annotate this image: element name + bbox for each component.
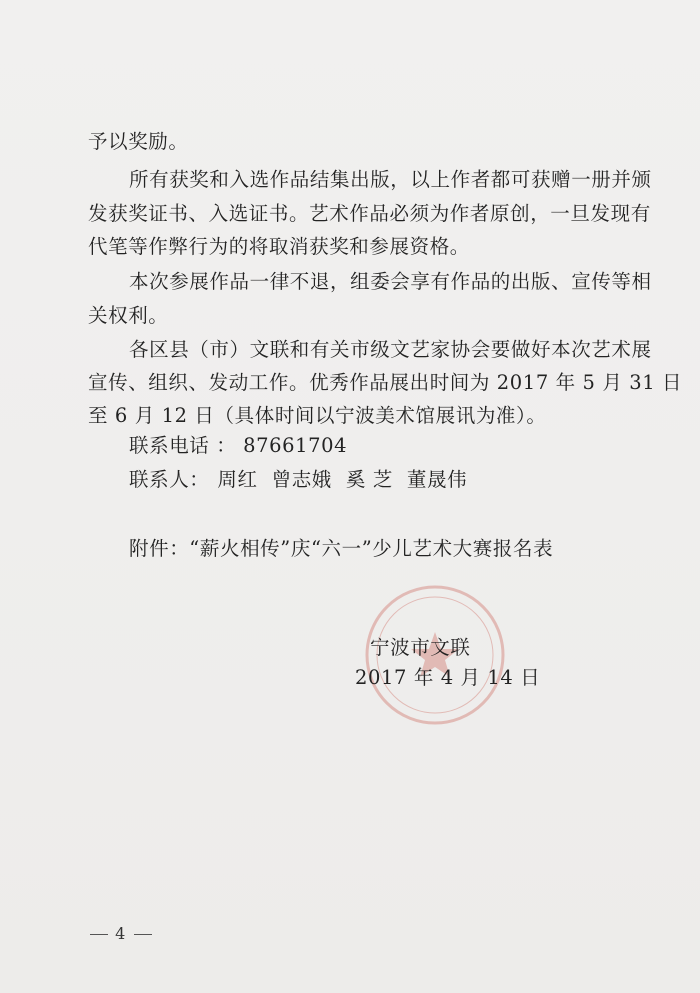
contact-name: 周红 [217, 468, 258, 491]
paragraph-line: 本次参展作品一律不退，组委会享有作品的出版、宣传等相 [129, 270, 652, 293]
contacts-label: 联系人： [129, 468, 210, 491]
paragraph-line: 关权利。 [88, 304, 169, 327]
paragraph-line: 发获奖证书、入选证书。艺术作品必须为作者原创，一旦发现有 [88, 202, 651, 225]
paragraph-line: 各区县（市）文联和有关市级文艺家协会要做好本次艺术展 [129, 338, 652, 361]
paragraph-line: 所有获奖和入选作品结集出版，以上作者都可获赠一册并颁 [129, 168, 652, 191]
contact-name: 奚 芝 [345, 468, 393, 491]
contact-name: 董晟伟 [406, 468, 468, 491]
signature-organization: 宁波市文联 [370, 636, 471, 659]
paragraph-line: 至 6 月 12 日（具体时间以宁波美术馆展讯为准）。 [88, 404, 547, 427]
signature-date: 2017 年 4 月 14 日 [355, 666, 541, 689]
contact-name: 曾志娥 [271, 468, 332, 491]
attachment-note: 附件：“薪火相传”庆“六一”少儿艺术大赛报名表 [129, 537, 554, 560]
contact-phone: 联系电话 ： 87661704 [129, 434, 348, 457]
paragraph-line: 宣传、组织、发动工作。优秀作品展出时间为 2017 年 5 月 31 日 [88, 371, 683, 394]
contact-persons [129, 466, 467, 494]
paragraph-line: 代笔等作弊行为的将取消获奖和参展资格。 [88, 235, 470, 258]
paragraph-line: 予以奖励。 [88, 130, 189, 153]
page-number: 4 [90, 924, 152, 943]
